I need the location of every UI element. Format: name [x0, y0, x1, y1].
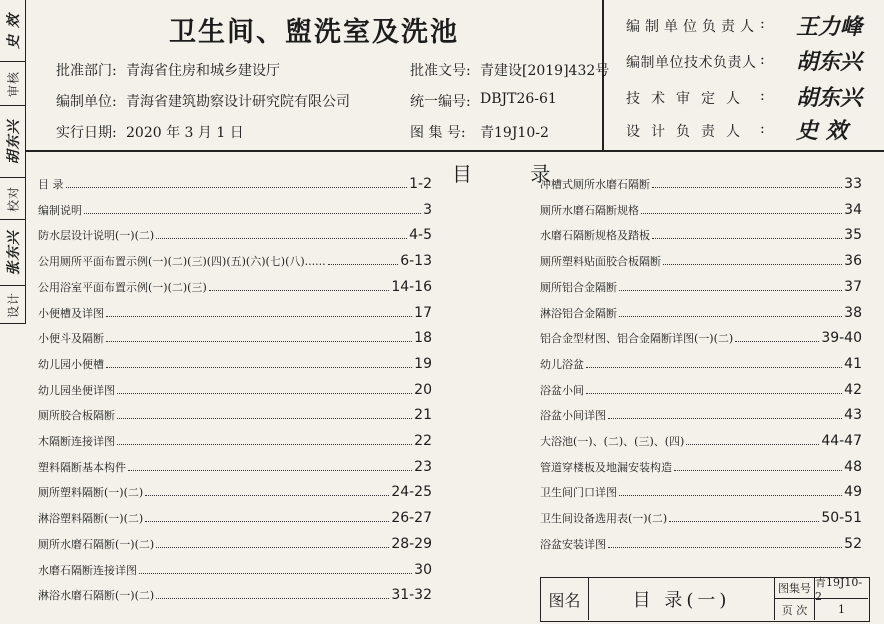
resp-colon: :	[760, 121, 765, 137]
toc-entry	[38, 587, 432, 607]
toc-entry-page: 28-29	[391, 535, 432, 552]
toc-entry-title: 幼儿浴盆	[540, 357, 584, 371]
toc-entry-title: 水磨石隔断连接详图	[38, 563, 137, 577]
toc-entry-page: 36	[844, 253, 862, 270]
toc-leader-dots	[608, 418, 842, 419]
side-cell-design	[0, 286, 25, 324]
toc-leader-dots	[106, 341, 412, 342]
toc-entry-page: 30	[414, 561, 432, 578]
toc-entry-title: 塑料隔断基本构件	[38, 460, 126, 474]
drawing-name-label: 图名	[541, 578, 589, 620]
toc-entry-page: 48	[844, 458, 862, 475]
toc-entry-page: 39-40	[821, 330, 862, 347]
toc-entry-title: 木隔断连接详图	[38, 435, 115, 448]
toc-heading: 目 录	[452, 162, 577, 186]
toc-entry-title: 厕所胶合板隔断	[38, 409, 115, 423]
toc-entry	[540, 356, 862, 376]
drawing-name: 目 录(一)	[589, 578, 775, 620]
toc-leader-dots	[117, 418, 412, 419]
toc-entry-page: 52	[844, 535, 862, 552]
toc-leader-dots	[66, 187, 408, 188]
toc-entry	[38, 227, 432, 247]
resp-label-unit-head: 编制单位负责人	[626, 19, 759, 35]
toc-entry-title: 大浴池(一)、(二)、(三)、(四)	[540, 435, 685, 448]
approver-value: 青海省住房和城乡建设厅	[126, 63, 280, 79]
toc-entry-page: 19	[414, 355, 432, 372]
toc-entry-page: 34	[844, 201, 862, 218]
toc-leader-dots	[209, 290, 390, 291]
toc-entry	[540, 510, 862, 530]
toc-leader-dots	[686, 444, 819, 445]
toc-leader-dots	[586, 393, 842, 394]
toc-entry-title: 幼儿园小便槽	[38, 357, 104, 371]
toc-leader-dots	[608, 547, 842, 548]
toc-entry-page: 22	[414, 433, 432, 449]
resp-colon: :	[760, 88, 765, 104]
toc-leader-dots	[674, 470, 842, 471]
toc-entry	[38, 433, 432, 453]
toc-entry-page: 20	[414, 381, 432, 398]
toc-entry	[38, 382, 432, 402]
toc-entry-title: 冲槽式厕所水磨石隔断	[540, 178, 650, 191]
toc-entry-title: 幼儿园坐便详图	[38, 383, 115, 397]
toc-leader-dots	[117, 393, 412, 394]
side-cell-signature-checker	[0, 220, 25, 286]
toc-entry	[540, 459, 862, 479]
toc-entry-title: 铝合金型材图、铝合金隔断详图(一)(二)	[540, 332, 734, 346]
toc-entry-page: 50-51	[821, 510, 862, 527]
toc-leader-dots	[117, 444, 412, 445]
toc-leader-dots	[128, 470, 412, 471]
side-label: 校对	[6, 185, 20, 212]
toc-entry	[540, 227, 862, 247]
toc-leader-dots	[139, 573, 412, 574]
date-label: 实行日期:	[56, 125, 117, 141]
toc-entry	[38, 562, 432, 582]
unified-no-label: 统一编号:	[410, 94, 471, 110]
toc-entry	[540, 253, 862, 273]
toc-entry-page: 33	[844, 176, 862, 192]
side-cell-check	[0, 178, 25, 220]
signature-tech-head: 胡东兴	[796, 49, 863, 75]
toc-leader-dots	[669, 521, 819, 522]
side-signature: 张东兴	[5, 230, 22, 275]
signature-design-lead: 史 效	[796, 118, 848, 144]
toc-leader-dots	[84, 213, 421, 214]
toc-entry-page: 17	[414, 304, 432, 321]
toc-entry-title: 淋浴水磨石隔断(一)(二)	[38, 589, 155, 603]
toc-entry-page: 1-2	[409, 176, 432, 192]
side-signature-strip	[0, 0, 26, 324]
unified-no-value: DBJT26-61	[480, 91, 557, 107]
header-block	[26, 0, 884, 152]
toc-entry-page: 38	[844, 304, 862, 321]
toc-entry-title: 管道穿楼板及地漏安装构造	[540, 460, 672, 474]
toc-entry	[540, 433, 862, 453]
toc-leader-dots	[641, 213, 842, 214]
toc-entry-title: 编制说明	[38, 203, 82, 217]
toc-entry	[38, 202, 432, 222]
doc-no-value: 青建设[2019]432号	[480, 63, 610, 79]
toc-entry-page: 49	[844, 484, 862, 501]
title-block	[540, 577, 870, 622]
resp-colon: :	[760, 16, 765, 32]
toc-leader-dots	[156, 547, 389, 548]
toc-leader-dots	[663, 264, 842, 265]
page-no-cell-label: 页 次	[775, 599, 815, 620]
toc-leader-dots	[156, 238, 407, 239]
date-value: 2020 年 3 月 1 日	[126, 125, 244, 141]
toc-entry	[38, 279, 432, 299]
resp-label-tech-approver: 技术审定人	[626, 91, 751, 107]
toc-entry-page: 23	[414, 458, 432, 475]
toc-entry	[38, 407, 432, 427]
toc-entry-title: 厕所塑料贴面胶合板隔断	[540, 255, 661, 269]
atlas-no-value: 青19J10-2	[480, 125, 549, 141]
toc-entry-title: 防水层设计说明(一)(二)	[38, 229, 155, 243]
toc-entry-title: 小便斗及隔断	[38, 332, 104, 346]
side-label: 审核	[6, 70, 20, 97]
toc-entry-title: 淋浴铝合金隔断	[540, 306, 617, 320]
toc-entry-page: 31-32	[391, 587, 432, 604]
toc-entry-title: 厕所铝合金隔断	[540, 280, 617, 294]
signature-unit-head: 王力峰	[796, 14, 863, 40]
toc-entry-page: 37	[844, 278, 862, 295]
side-signature: 胡东兴	[5, 119, 22, 164]
toc-entry	[540, 305, 862, 325]
toc-entry-title: 浴盆小间	[540, 383, 584, 397]
toc-entry-page: 41	[844, 355, 862, 372]
toc-entry-title: 卫生间设备选用表(一)(二)	[540, 512, 668, 526]
atlas-no-cell-value: 青19J10-2	[815, 578, 868, 599]
toc-entry-page: 21	[414, 407, 432, 424]
toc-entry-title: 目 录	[38, 178, 64, 191]
document-title: 卫生间、盥洗室及洗池	[169, 17, 459, 48]
toc-entry	[38, 305, 432, 325]
toc-entry	[540, 202, 862, 222]
toc-leader-dots	[586, 367, 842, 368]
toc-entry-title: 厕所水磨石隔断(一)(二)	[38, 537, 155, 551]
toc-entry-page: 44-47	[821, 433, 862, 449]
toc-entry	[38, 176, 432, 196]
signature-tech-approver: 胡东兴	[796, 85, 863, 111]
toc-entry	[38, 330, 432, 350]
side-cell-signature-reviewer	[0, 106, 25, 178]
toc-entry-title: 水磨石隔断规格及踏板	[540, 229, 650, 243]
toc-entry-page: 43	[844, 407, 862, 424]
resp-colon: :	[760, 52, 765, 68]
compiler-label: 编制单位:	[56, 94, 117, 110]
toc-entry	[38, 253, 432, 273]
toc-entry	[540, 279, 862, 299]
toc-entry-page: 26-27	[391, 510, 432, 527]
toc-leader-dots	[735, 341, 819, 342]
toc-leader-dots	[619, 290, 842, 291]
toc-entry	[540, 536, 862, 556]
page-no-cell-value: 1	[838, 603, 845, 616]
toc-entry-title: 浴盆小间详图	[540, 409, 606, 423]
toc-entry-title: 厕所塑料隔断(一)(二)	[38, 486, 144, 500]
side-signature: 史 效	[5, 12, 22, 49]
toc-leader-dots	[145, 521, 389, 522]
toc-entry	[540, 382, 862, 402]
toc-entry	[540, 484, 862, 504]
side-label: 设计	[6, 291, 20, 318]
toc-leader-dots	[106, 367, 412, 368]
doc-no-label: 批准文号:	[410, 63, 471, 79]
toc-entry-title: 淋浴塑料隔断(一)(二)	[38, 512, 144, 526]
toc-entry-page: 6-13	[400, 253, 432, 270]
toc-entry-title: 公用厕所平面布置示例(一)(二)(三)(四)(五)(六)(七)(八)......	[38, 255, 326, 269]
approver-label: 批准部门:	[56, 63, 117, 79]
atlas-no-cell-label: 图集号	[775, 578, 815, 599]
toc-entry-page: 4-5	[409, 227, 432, 244]
toc-entry-title: 厕所水磨石隔断规格	[540, 203, 639, 217]
toc-entry-title: 小便槽及详图	[38, 306, 104, 320]
toc-leader-dots	[652, 238, 842, 239]
compiler-value: 青海省建筑勘察设计研究院有限公司	[126, 94, 350, 110]
toc-entry-title: 卫生间门口详图	[540, 486, 617, 500]
toc-leader-dots	[619, 495, 842, 496]
toc-entry-page: 24-25	[391, 484, 432, 501]
toc-entry-page: 42	[844, 381, 862, 398]
toc-entry	[38, 356, 432, 376]
toc-leader-dots	[156, 598, 389, 599]
side-cell-signature-design-lead	[0, 0, 25, 62]
toc-leader-dots	[145, 495, 389, 496]
toc-entry	[540, 176, 862, 196]
toc-entry	[38, 484, 432, 504]
toc-entry-page: 3	[423, 201, 432, 218]
toc-entry	[540, 330, 862, 350]
toc-leader-dots	[328, 264, 399, 265]
toc-entry-page: 14-16	[391, 278, 432, 295]
resp-label-design-lead: 设计负责人	[626, 124, 751, 140]
side-cell-review	[0, 62, 25, 106]
toc-entry	[38, 459, 432, 479]
toc-entry	[38, 536, 432, 556]
toc-leader-dots	[619, 316, 842, 317]
toc-entry-page: 18	[414, 330, 432, 347]
atlas-no-label: 图 集 号:	[410, 125, 466, 141]
toc-leader-dots	[652, 187, 842, 188]
toc-entry	[38, 510, 432, 530]
toc-leader-dots	[106, 316, 412, 317]
resp-label-tech-head: 编制单位技术负责人	[626, 55, 757, 71]
toc-entry	[540, 407, 862, 427]
toc-entry-title: 公用浴室平面布置示例(一)(二)(三)	[38, 280, 207, 294]
toc-entry-page: 35	[844, 227, 862, 244]
toc-entry-title: 浴盆安装详图	[540, 537, 606, 551]
